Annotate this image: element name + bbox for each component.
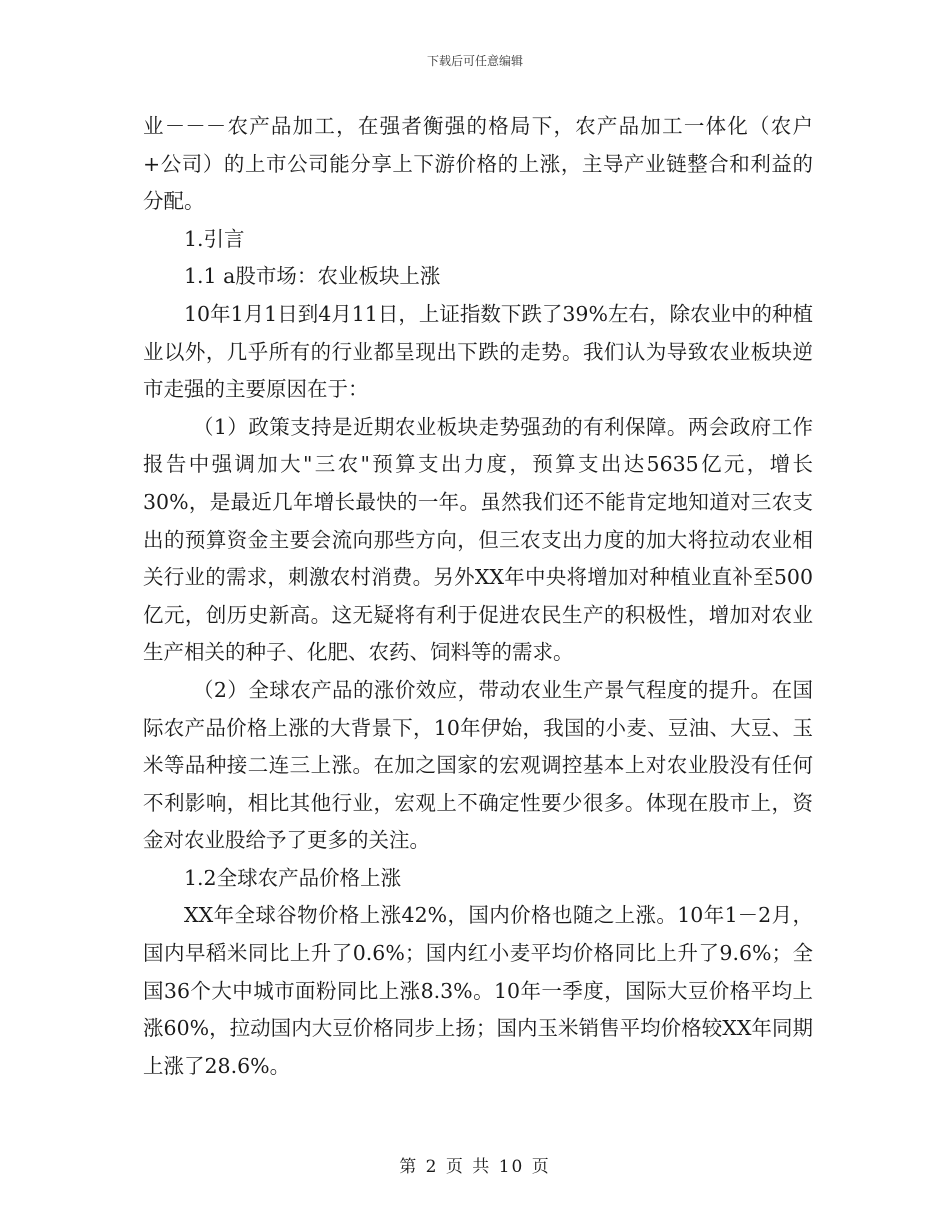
paragraph-grain-prices: XX年全球谷物价格上涨42%，国内价格也随之上涨。10年1－2月，国内早稻米同比上升了0.6%；国内红小麦平均价格同比上升了9.6%；全国36个大中城市面粉同比上涨8.3%。10年一季度，国际大豆价格平均上涨60%，拉动国内大豆价格同步上扬；国内玉米销售平均价格较XX年同期上涨了28.6%。 bbox=[143, 903, 813, 1078]
paragraph-global-price-effect: （2）全球农产品的涨价效应，带动农业生产景气程度的提升。在国际农产品价格上涨的大背景下，10年伊始，我国的小麦、豆油、大豆、玉米等品种接二连三上涨。在加之国家的宏观调控基本上对农业股没有任何不利影响，相比其他行业，宏观上不确定性要少很多。体现在股市上，资金对农业股给予了更多的关注。 bbox=[143, 677, 813, 853]
page-header: 下载后可任意编辑 bbox=[426, 54, 523, 68]
subsection-heading-a-share-market: 1.1 a股市场：农业板块上涨 bbox=[184, 264, 441, 289]
document-body bbox=[143, 108, 813, 1085]
section-heading-introduction: 1.引言 bbox=[184, 226, 245, 251]
paragraph-policy-support: （1）政策支持是近期农业板块走势强劲的有利保障。两会政府工作报告中强调加大"三农"预算支出力度，预算支出达5635亿元，增长30%，是最近几年增长最快的一年。虽然我们还不能肯定地知道对三农支出的预算资金主要会流向那些方向，但三农支出力度的加大将拉动农业相关行业的需求，刺激农村消费。另外XX年中央将增加对种植业直补至500亿元，创历史新高。这无疑将有利于促进农民生产的积极性，增加对农业生产相关的种子、化肥、农药、饲料等的需求。 bbox=[143, 414, 813, 665]
paragraph-index-decline: 10年1月1日到4月11日，上证指数下跌了39%左右，除农业中的种植业以外，几乎所有的行业都呈现出下跌的走势。我们认为导致农业板块逆市走强的主要原因在于： bbox=[143, 301, 813, 402]
subsection-heading-global-prices: 1.2全球农产品价格上涨 bbox=[184, 865, 402, 890]
page-footer: 第 2 页 共 10 页 bbox=[399, 1157, 551, 1177]
paragraph-continuation: 业－－－农产品加工，在强者衡强的格局下，农产品加工一体化（农户+公司）的上市公司能分享上下游价格的上涨，主导产业链整合和利益的分配。 bbox=[143, 114, 813, 214]
